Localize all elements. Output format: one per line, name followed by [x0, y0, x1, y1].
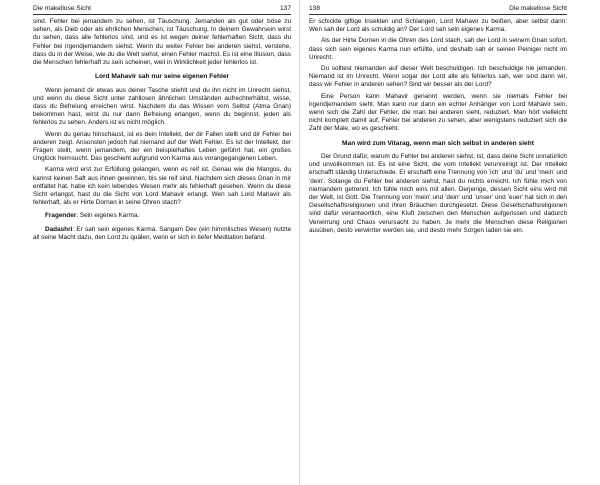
right-header-title: Die makellose Sicht — [509, 5, 567, 12]
right-section-heading: Man wird zum Vitarag, wenn man sich selbst in anderen sieht — [342, 139, 534, 147]
right-paragraph-1: Er schickte giftige Insekten und Schlangen, Lord Mahavir zu beißen, aber selbst dann: Wen sah der Lord als schuldig an? Der Lord sah sein eigenes Karma. — [309, 18, 567, 34]
questioner-text: : Sein eigenes Karma. — [76, 212, 140, 220]
questioner-label: Fragender — [45, 212, 77, 220]
right-paragraph-2: Als der Hirte Dornen in die Ohren des Lord stach, sah der Lord in seinem Gnan sofort, dass sich sein eigenes Karma nun erfüllte, und deshalb sah er seinen Peiniger nicht im Unrecht. — [309, 37, 567, 61]
questioner-line — [33, 212, 291, 220]
right-paragraph-5: Der Grund dafür, warum du Fehler bei anderen siehst, ist, dass deine Sicht unnatürlich und unvollkommen ist. Es ist eine Sicht, die vom Intellekt verunreinigt ist. Der Intellekt erschafft ständig Unterschiede. Er erschafft eine Trennung von 'ich' und 'du' und 'mein' und 'dein'. Solange du Fehler bei anderen siehst, hast du nichts erreicht. Ich fühle mich von niemandem getrennt. Ich fühle mich eins mit allen. Derjenige, dessen Sicht eins wird mit der Welt, ist Gott. Die Trennung von 'mein' und 'dein' und 'unser' und 'euer' hat sich in den Gesellschaftsreligionen und ihren Bräuchen durchgesetzt. Diese Gesellschaftsreligionen sind dafür verantwortlich, eine Kluft zwischen den Menschen aufgerissen und dadurch Verwirrung und Chaos verursacht zu haben. Je mehr die Menschen diese Religionen ausüben, desto verwirrter werden sie, und desto mehr Sorgen laden sie ein. — [309, 153, 567, 234]
left-paragraph-3: Wenn du genau hinschaust, ist es dein Intellekt, der dir Fallen stellt und dir Fehler bei anderen zeigt. Ansonsten jedoch hat niemand auf der Welt Fehler. Es ist der Intellekt, der Fragen stellt, wenn jemandem, der ein beispielhaftes Leben geführt hat, ein großes Unglück heimsucht. Das geschieht aufgrund von Karma aus vorangegangenen Leben. — [33, 130, 291, 163]
right-page-number: 138 — [309, 5, 321, 12]
left-header-title: Die makellose Sicht — [33, 5, 91, 12]
dadashri-label: Dadashri — [45, 225, 73, 233]
right-paragraph-4: Eine Person kann Mahavir genannt werden, wenn sie niemals Fehler bei irgendjemandem sieht. Man kann nur dann ein echter Anhänger von Lord Mahavir sein, wenn sich die Zahl der Fehler, die man bei anderen sieht, reduziert. Man hört vielleicht nicht komplett damit auf, Fehler bei anderen zu sehen, aber wenigstens reduziert sich die Zahl der Male, wo es geschieht. — [309, 92, 567, 133]
right-page — [300, 0, 600, 485]
left-running-header — [33, 4, 291, 15]
left-paragraph-1: sind. Fehler bei jemandem zu sehen, ist Täuschung. Jemanden als gut oder böse zu sehen, als Dieb oder als ehrlichen Menschen, ist Täuschung. In deinem Gewahrsein wirst du sehen, dass alle fehlerlos sind, und es ist wegen deiner fehlerhaften Sicht, dass du Fehler bei irgendjemandem siehst. Wenn du weiter Fehler bei anderen siehst, verstehe, dass du in der Weise, wie du die Welt siehst, einen Fehler machst. Es ist eine Illusion, dass die Menschen fehlerhaft zu sein scheinen, weil in Wirklichkeit jeder fehlerlos ist. — [33, 18, 291, 67]
left-section-heading: Lord Mahavir sah nur seine eigenen Fehler — [94, 73, 230, 81]
left-page-number: 137 — [279, 5, 291, 12]
left-paragraph-4: Karma wird erst zur Erfüllung gelangen, wenn es reif ist. Genau wie die Mangos, du kannst keinen Saft aus ihnen gewinnen, bis sie reif sind. Nachdem sich dieses Gnan in mir entfaltet hat, habe ich kein lebendes Wesen mehr als fehlerhaft gesehen. Wenn du diese Sicht erlangst, hast du die Sicht von Lord Mahavir erlangt. Wen sah Lord Mahavir als fehlerhaft, als er Hirte Dornen in seine Ohren stach? — [33, 166, 291, 207]
dadashri-text: : Er sah sein eigenes Karma. Sangam Dev (ein himmlisches Wesen) nutzte all seine Macht dazu, den Lord zu quälen, wenn er sich in tiefer Meditation befand. — [33, 225, 291, 241]
left-paragraph-2: Wenn jemand dir etwas aus deiner Tasche stiehlt und du ihn nicht im Unrecht siehst, und wenn du diese Sicht unter zahllosen ähnlichen Umständen aufrechterhältst, wisse, dass du Befreiung erreichen wirst. Nachdem du das Wissen vom Selbst (Atma Gnan) bekommen hast, wirst du nur dann Befreiung erlangen, wenn du beginnst, jeden als fehlerlos zu sehen. Anders ist es nicht möglich. — [33, 86, 291, 127]
right-running-header — [309, 4, 567, 15]
right-paragraph-3: Du solltest niemanden auf dieser Welt beschuldigen. Ich beschuldige nie jemanden. Niemand ist im Unrecht. Wenn sogar der Lord alle als fehlerlos sah, wer sind dann wir, dass wir Fehler in anderen sehen? Sind wir besser als der Lord? — [309, 65, 567, 89]
dadashri-line — [33, 226, 291, 242]
